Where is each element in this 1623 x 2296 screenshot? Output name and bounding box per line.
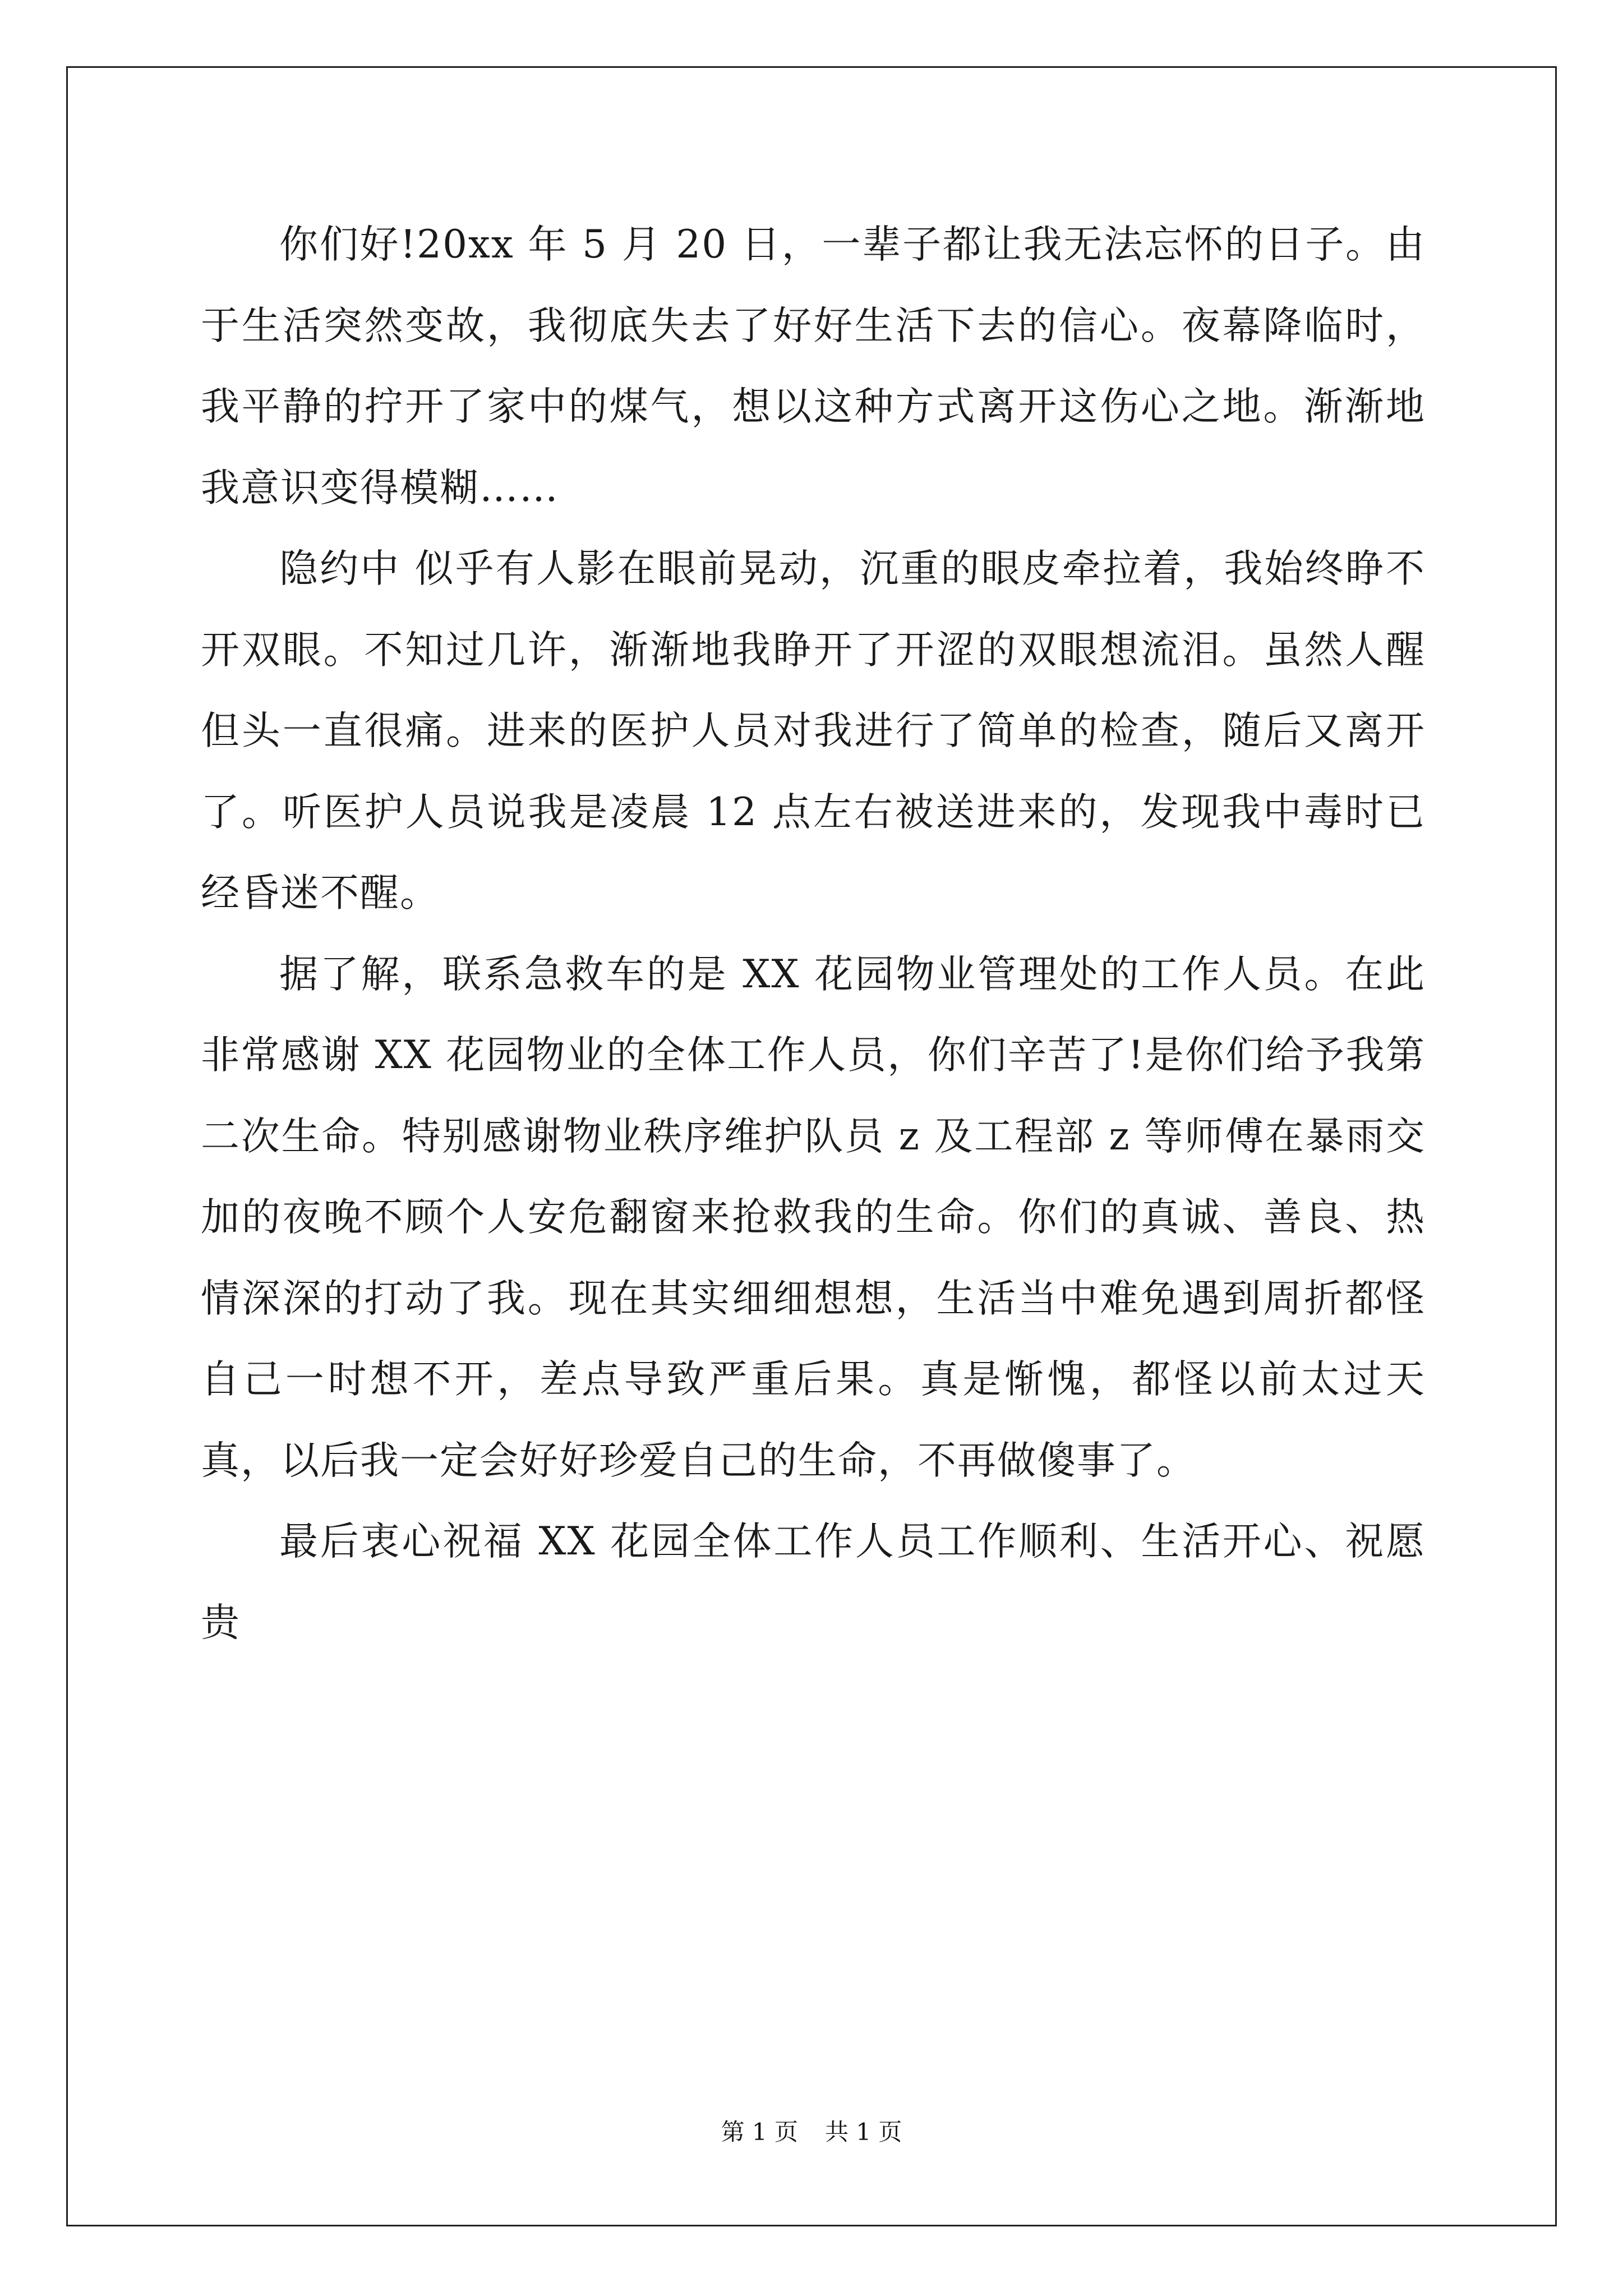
paragraph-1: 你们好!20xx 年 5 月 20 日，一辈子都让我无法忘怀的日子。由于生活突然变故，我彻底失去了好好生活下去的信心。夜幕降临时，我平静的拧开了家中的煤气，想以这种方式离开这伤心之地。渐渐地我意识变得模糊…… [201,222,1426,510]
paragraph-2: 隐约中 似乎有人影在眼前晃动，沉重的眼皮牵拉着，我始终睁不开双眼。不知过几许，渐渐地我睁开了开涩的双眼想流泪。虽然人醒但头一直很痛。进来的医护人员对我进行了简单的检查，随后又离开了。听医护人员说我是凌晨 12 点左右被送进来的，发现我中毒时已经昏迷不醒。 [201,546,1426,915]
paragraph-4: 最后衷心祝福 XX 花园全体工作人员工作顺利、生活开心、祝愿贵 [201,1519,1426,1645]
page-total: 共 1 页 [825,2118,902,2146]
letter-body [201,204,1426,1663]
page-footer [0,2115,1623,2149]
page-number: 第 1 页 [721,2118,798,2146]
paragraph-3: 据了解，联系急救车的是 XX 花园物业管理处的工作人员。在此非常感谢 XX 花园物业的全体工作人员，你们辛苦了!是你们给予我第二次生命。特别感谢物业秩序维护队员 z 及工程部 z 等师傅在暴雨交加的夜晚不顾个人安危翻窗来抢救我的生命。你们的真诚、善良、热情深深的打动了我。现在其实细细想想，生活当中难免遇到周折都怪自己一时想不开，差点导致严重后果。真是惭愧，都怪以前太过天真，以后我一定会好好珍爱自己的生命，不再做傻事了。 [201,951,1426,1483]
